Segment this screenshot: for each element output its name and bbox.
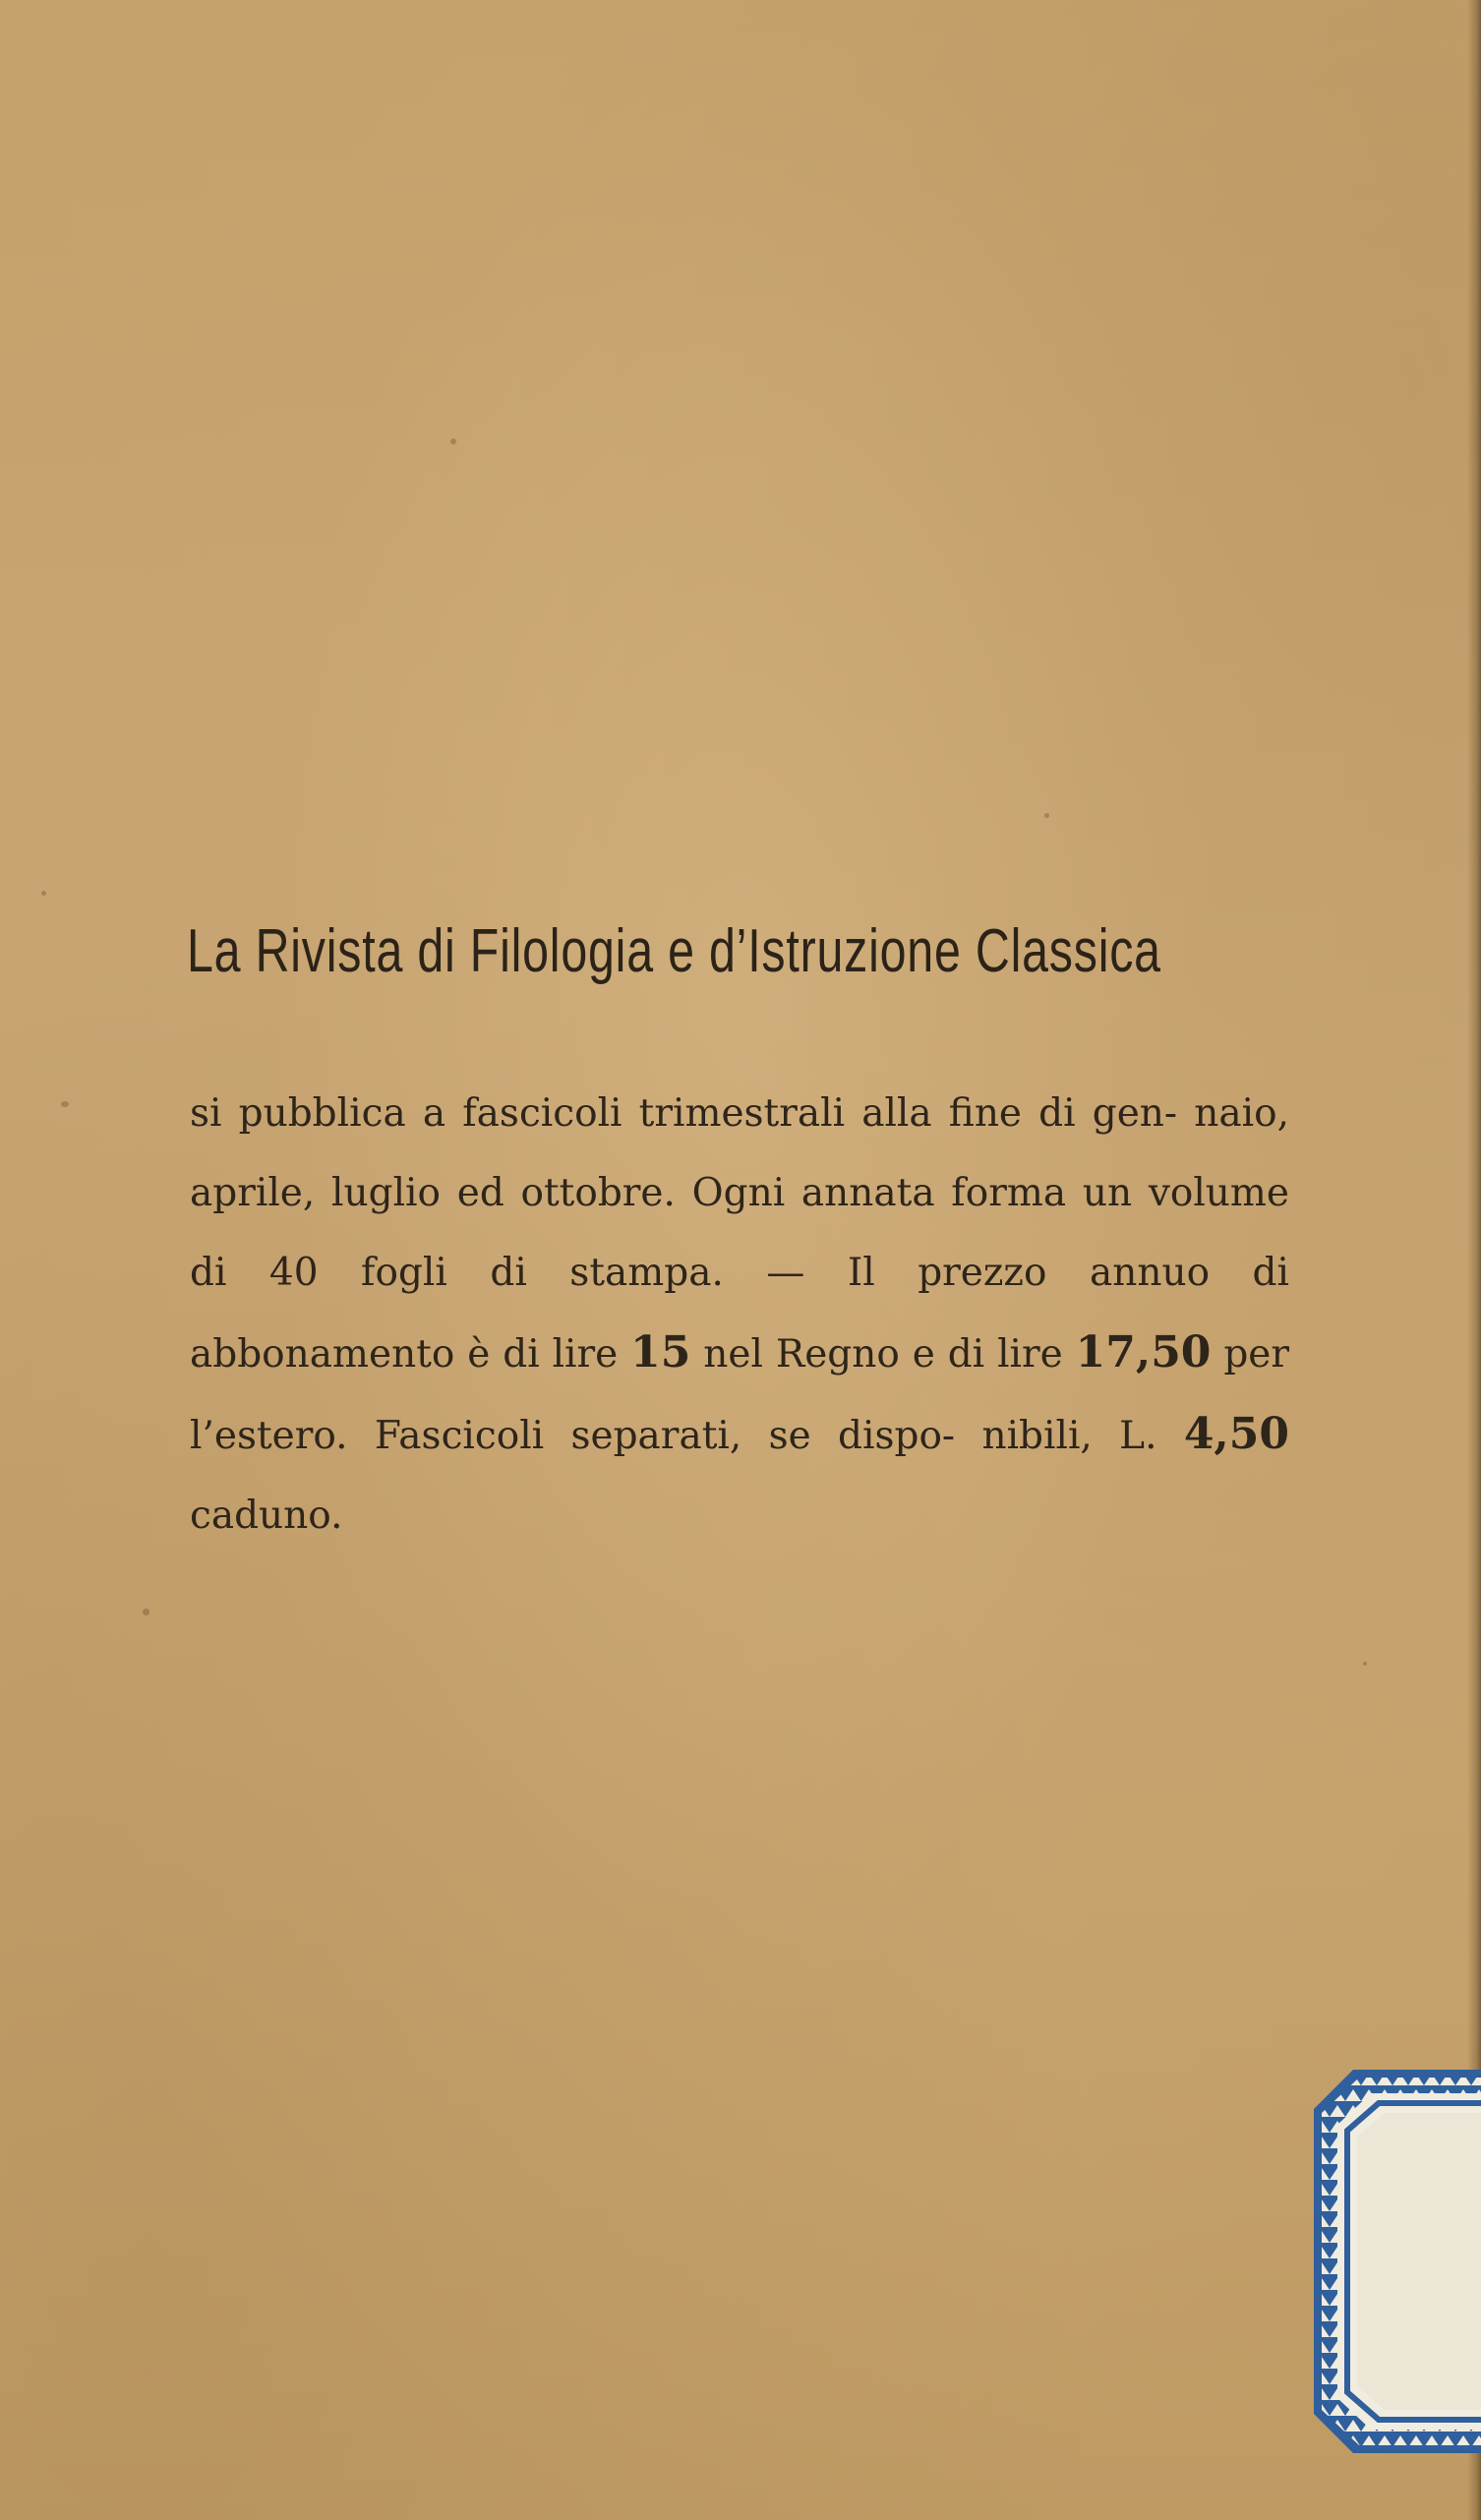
- paragraph-line: annuo di abbonamento è di lire: [190, 1251, 1289, 1377]
- paragraph-line: caduno.: [190, 1494, 343, 1538]
- library-label-icon: [1314, 2070, 1481, 2453]
- price-annual-abroad: 17,50: [1075, 1327, 1212, 1377]
- paragraph-line: naio, aprile, luglio ed ottobre. Ogni annata forma: [190, 1091, 1289, 1215]
- page-title: La Rivista di Filologia e d’Istruzione Classica: [187, 917, 1161, 985]
- paragraph-line: si pubblica a fascicoli trimestrali alla fine di gen-: [190, 1091, 1178, 1136]
- price-single-issue: 4,50: [1183, 1409, 1289, 1459]
- paper-speck: [450, 439, 456, 444]
- paper-speck: [1363, 1662, 1367, 1666]
- paper-speck: [1044, 813, 1049, 818]
- paragraph-line: un volume di 40 fogli di stampa. — Il prezzo: [190, 1171, 1289, 1295]
- price-annual-kingdom: 15: [630, 1327, 691, 1377]
- paper-speck: [143, 1609, 149, 1615]
- paragraph-line: per l’estero. Fascicoli separati, se dispo-: [190, 1332, 1290, 1458]
- paragraph-line: nel Regno e di: [690, 1332, 985, 1377]
- paragraph-line: lire: [997, 1332, 1076, 1377]
- paragraph-line: nibili, L.: [981, 1414, 1184, 1458]
- paper-speck: [41, 891, 46, 896]
- paper-speck: [61, 1101, 69, 1107]
- subscription-paragraph: [190, 1074, 1289, 1555]
